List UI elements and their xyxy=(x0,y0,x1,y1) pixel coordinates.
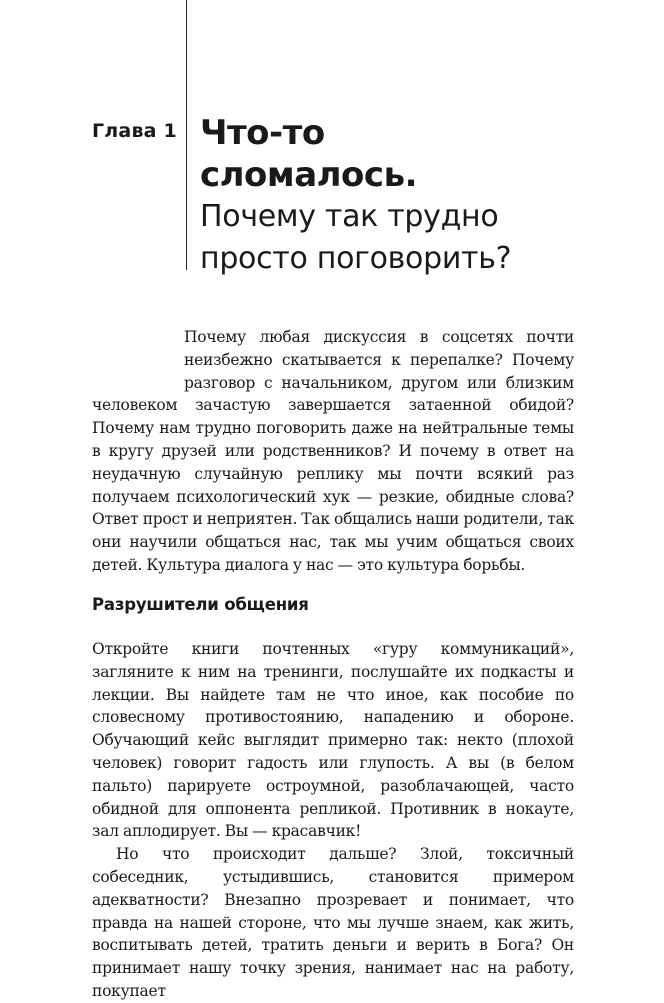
section-paragraph-1: Откройте книги почтенных «гуру коммуникаций», загляните к ним на тренинги, послушайте их подкасты и лекции. Вы найдете там не что иное, как пособие по словесному противостоянию, нападению и обороне. Обучающий кейс выглядит примерно так: некто (плохой человек) говорит гадость или глупость. А вы (в белом пальто) парируете остроумной, разоблачающей, часто обидной для оппонента репликой. Противник в нокауте, зал аплодирует. Вы — красавчик! xyxy=(92,640,574,841)
chapter-label: Глава 1 xyxy=(92,120,177,142)
intro-paragraph: Почему любая дискуссия в соцсетях почти неизбежно скатывается к перепалке? Почему разговор с начальником, другом или близким человеком зачастую завершается затаенной обидой? Почему нам трудно поговорить даже на нейтральные темы в кругу друзей или родственников? И почему в ответ на неудачную случайную реплику мы почти всякий раз получаем психологический хук — резкие, обидные слова? Ответ прост и неприятен. Так общались наши родители, так они научили общаться нас, так мы учим общаться своих детей. Культура диалога у нас — это культура борьбы. xyxy=(92,328,574,574)
chapter-title-block xyxy=(200,112,640,280)
chapter-divider-rule xyxy=(186,0,187,270)
chapter-subtitle-line-1: Почему так трудно xyxy=(200,199,499,234)
section-body xyxy=(92,638,574,1003)
section-heading: Разрушители общения xyxy=(92,595,309,614)
section-paragraph-2: Но что происходит дальше? Злой, токсичный собеседник, устыдившись, становится примером адекватности? Внезапно прозревает и понимает, что правда на нашей стороне, что мы лучше знаем, как жить, воспитывать детей, тратить деньги и верить в Бога? Он принимает нашу точку зрения, нанимает нас на работу, покупает xyxy=(92,845,574,1000)
chapter-subtitle-line-2: просто поговорить? xyxy=(200,241,512,276)
chapter-title-line-1: Что-то xyxy=(200,113,325,153)
chapter-title-line-2: сломалось. xyxy=(200,155,417,195)
intro-block xyxy=(92,326,574,577)
